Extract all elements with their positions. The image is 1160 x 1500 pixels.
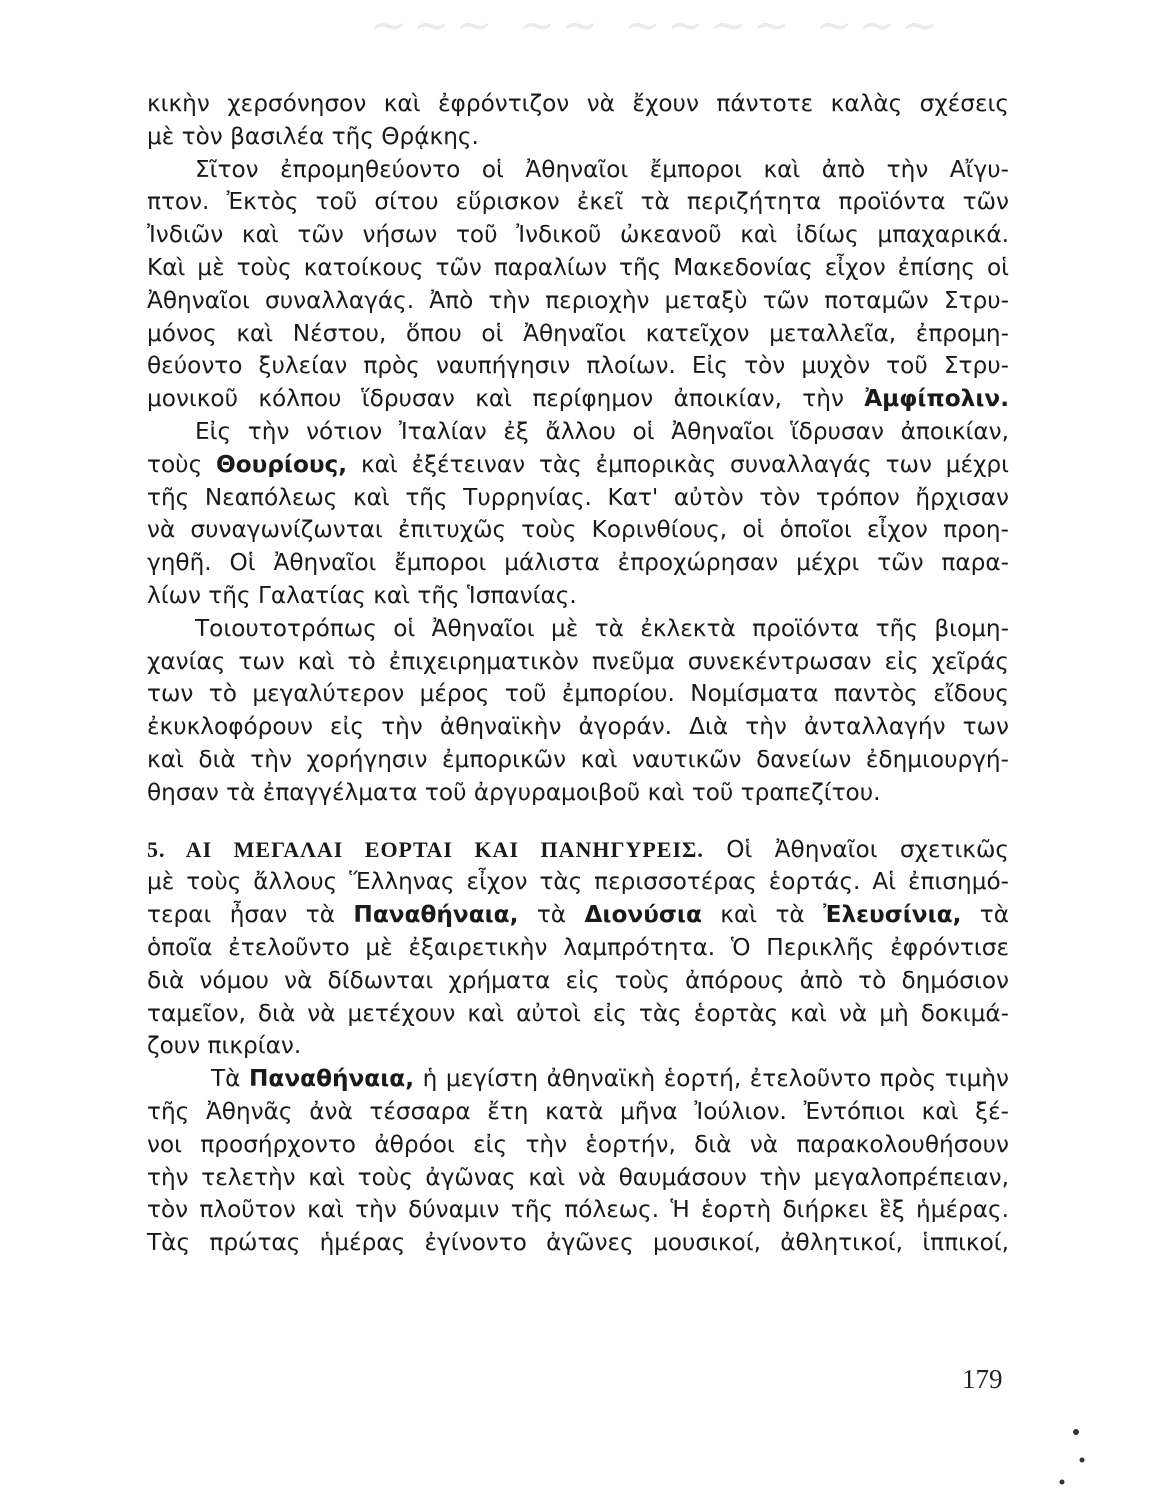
page-number: 179 [962, 1364, 1003, 1394]
text-line [147, 899, 1009, 932]
text-line: Τοιουτοτρόπως οἱ Ἀθηναῖοι μὲ τὰ ἐκλεκτὰ προϊόντα τῆς βιομη- [195, 614, 1009, 642]
text-line: νὰ συναγωνίζωνται ἐπιτυχῶς τοὺς Κορινθίους, οἱ ὁποῖοι εἶχον προη- [147, 516, 1009, 544]
scan-specks [1040, 1420, 1100, 1490]
text-line: τῆς Ἀθηνᾶς ἀνὰ τέσσαρα ἔτη κατὰ μῆνα Ἰούλιον. Ἐντόπιοι καὶ ξέ- [147, 1097, 1009, 1125]
text-line [147, 449, 1009, 482]
bold-term-thourioi: Θουρίους, [216, 450, 348, 478]
text-line [147, 834, 1009, 867]
bold-term-eleusinia: Ἐλευσίνια, [823, 901, 962, 929]
text-line: κικὴν χερσόνησον καὶ ἐφρόντιζον νὰ ἔχουν πάντοτε καλὰς σχέσεις [147, 90, 1009, 117]
bold-term-amphipolis: Ἀμφίπολιν. [864, 385, 1009, 413]
text-run: ἡ μεγίστη ἀθηναϊκὴ ἑορτή, ἐτελοῦντο πρὸς τιμὴν [422, 1065, 1010, 1093]
speck [1073, 1429, 1079, 1435]
text-run: τεραι ἦσαν τὰ [147, 901, 336, 929]
text-line: λίων τῆς Γαλατίας καὶ τῆς Ἱσπανίας. [147, 581, 577, 609]
text-line [147, 1063, 1009, 1096]
text-line: Ἀθηναῖοι συναλλαγάς. Ἀπὸ τὴν περιοχὴν μεταξὺ τῶν ποταμῶν Στρυ- [147, 286, 1009, 314]
text-run: Τὰ [211, 1065, 241, 1093]
spacer [147, 810, 1009, 834]
text-line: καὶ διὰ τὴν χορήγησιν ἐμπορικῶν καὶ ναυτικῶν δανείων ἐδημιουργή- [147, 745, 1009, 773]
text-run: Οἱ Ἀθηναῖοι σχετικῶς [726, 835, 1009, 863]
text-line: χανίας των καὶ τὸ ἐπιχειρηματικὸν πνεῦμα συνεκέντρωσαν εἰς χεῖράς [147, 647, 1009, 675]
text-line: νοι προσήρχοντο ἀθρόοι εἰς τὴν ἑορτήν, διὰ νὰ παρακολουθήσουν [147, 1130, 1009, 1158]
text-line: Καὶ μὲ τοὺς κατοίκους τῶν παραλίων τῆς Μακεδονίας εἶχον ἐπίσης οἱ [147, 253, 1009, 281]
text-line: μόνος καὶ Νέστου, ὅπου οἱ Ἀθηναῖοι κατεῖχον μεταλλεῖα, ἐπρομη- [147, 319, 1009, 347]
text-line: ταμεῖον, διὰ νὰ μετέχουν καὶ αὐτοὶ εἰς τὰς ἑορτὰς καὶ νὰ μὴ δοκιμά- [147, 999, 1009, 1027]
bold-term-panathenaia: Παναθήναια, [353, 901, 519, 929]
text-run: τὰ [979, 901, 1010, 929]
text-line: Τὰς πρώτας ἡμέρας ἐγίνοντο ἀγῶνες μουσικοί, ἀθλητικοί, ἱππικοί, [147, 1229, 1009, 1257]
text-run: μονικοῦ κόλπου ἵδρυσαν καὶ περίφημον ἀποικίαν, τὴν [147, 385, 844, 413]
bold-term-dionysia: Διονύσια [584, 901, 702, 929]
text-line: τὸν πλοῦτον καὶ τὴν δύναμιν τῆς πόλεως. Ἡ ἑορτὴ διήρκει ἓξ ἡμέρας. [147, 1196, 1009, 1224]
speck [1080, 1458, 1085, 1463]
text-line: πτον. Ἐκτὸς τοῦ σίτου εὕρισκον ἐκεῖ τὰ περιζήτητα προϊόντα τῶν [147, 188, 1009, 216]
body-text [147, 88, 1009, 1260]
text-line: θεύοντο ξυλείαν πρὸς ναυπήγησιν πλοίων. Εἰς τὸν μυχὸν τοῦ Στρυ- [147, 352, 1009, 380]
text-line: μὲ τοὺς ἄλλους Ἕλληνας εἶχον τὰς περισσοτέρας ἑορτάς. Αἱ ἐπισημό- [147, 868, 1009, 896]
text-line: διὰ νόμου νὰ δίδωνται χρήματα εἰς τοὺς ἀπόρους ἀπὸ τὸ δημόσιον [147, 966, 1009, 994]
text-line [147, 383, 1009, 416]
text-line: ἐκυκλοφόρουν εἰς τὴν ἀθηναϊκὴν ἀγοράν. Διὰ τὴν ἀνταλλαγήν των [147, 713, 1009, 741]
text-line: των τὸ μεγαλύτερον μέρος τοῦ ἐμπορίου. Νομίσματα παντὸς εἴδους [147, 680, 1009, 708]
text-run: τοὺς [147, 450, 203, 478]
section-heading: 5. ΑΙ ΜΕΓΑΛΑΙ ΕΟΡΤΑΙ ΚΑΙ ΠΑΝΗΓΥΡΕΙΣ. [147, 836, 704, 862]
text-line: μὲ τὸν βασιλέα τῆς Θρᾴκης. [147, 122, 479, 150]
text-run: τὰ [536, 901, 567, 929]
text-line: τὴν τελετὴν καὶ τοὺς ἀγῶνας καὶ νὰ θαυμάσουν τὴν μεγαλοπρέπειαν, [147, 1163, 1009, 1191]
text-line: τῆς Νεαπόλεως καὶ τῆς Τυρρηνίας. Κατ' αὐτὸν τὸν τρόπον ἤρχισαν [147, 483, 1009, 511]
bold-term-panathenaia-2: Παναθήναια, [249, 1065, 415, 1093]
text-line: Εἰς τὴν νότιον Ἰταλίαν ἐξ ἄλλου οἱ Ἀθηναῖοι ἵδρυσαν ἀποικίαν, [195, 417, 1009, 445]
text-line: ζουν πικρίαν. [147, 1032, 302, 1060]
text-run: καὶ τὰ [720, 901, 805, 929]
text-run: καὶ ἐξέτειναν τὰς ἐμπορικὰς συναλλαγάς των μέχρι [360, 450, 1009, 478]
text-line: θησαν τὰ ἐπαγγέλματα τοῦ ἀργυραμοιβοῦ καὶ τοῦ τραπεζίτου. [147, 778, 881, 806]
text-line: ὁποῖα ἐτελοῦντο μὲ ἐξαιρετικὴν λαμπρότητα. Ὁ Περικλῆς ἐφρόντισε [147, 933, 1009, 961]
speck [1060, 1480, 1065, 1485]
text-line: γηθῆ. Οἱ Ἀθηναῖοι ἔμποροι μάλιστα ἐπροχώρησαν μέχρι τῶν παρα- [147, 549, 1009, 577]
show-through-bleed: ~~~ ~~ ~~~~ ~~~ [370, 0, 945, 51]
text-line: Σῖτον ἐπρομηθεύοντο οἱ Ἀθηναῖοι ἔμποροι καὶ ἀπὸ τὴν Αἴγυ- [195, 155, 1009, 183]
text-line: Ἰνδιῶν καὶ τῶν νήσων τοῦ Ἰνδικοῦ ὠκεανοῦ καὶ ἰδίως μπαχαρικά. [147, 221, 1009, 249]
